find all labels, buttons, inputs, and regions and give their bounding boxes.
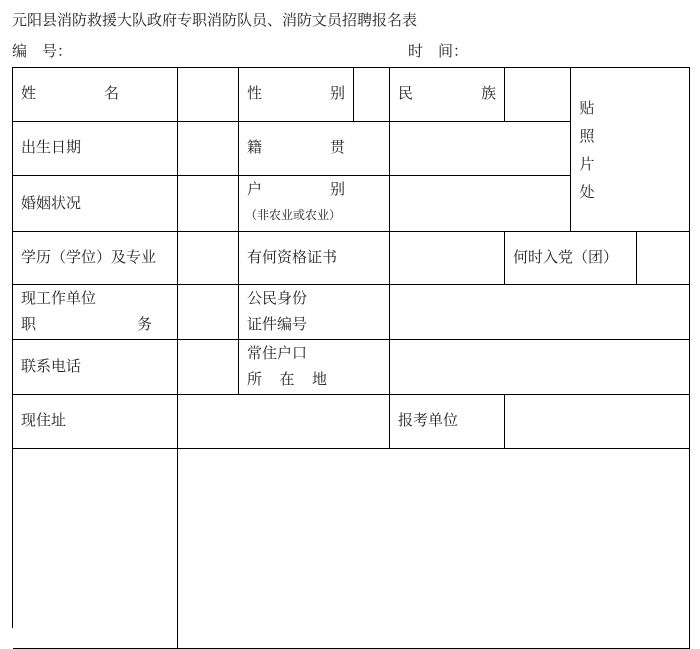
ethnicity-label-char: 族: [480, 84, 496, 102]
address-label-cell: [13, 395, 178, 449]
residence-input-cell[interactable]: [390, 340, 690, 395]
time-label: 时 间：: [408, 42, 469, 60]
work-unit-label-cell: [13, 285, 178, 340]
position-label-char: 务: [136, 315, 152, 333]
ethnicity-label-cell: [390, 68, 505, 122]
phone-input-cell[interactable]: [178, 340, 239, 395]
party-label-cell: [505, 232, 637, 285]
address-input-cell[interactable]: [178, 395, 390, 449]
education-input-cell[interactable]: [178, 232, 239, 285]
hukou-label-char: 别: [329, 180, 345, 198]
native-place-label-cell: [239, 122, 390, 176]
residence-label-cell: [239, 340, 390, 395]
gender-label: [247, 82, 345, 104]
resume-input-cell[interactable]: [178, 449, 690, 649]
residence-label-char: 地: [311, 370, 327, 388]
ethnicity-input-cell[interactable]: [505, 68, 571, 122]
ethnicity-label-char: 民: [398, 84, 414, 102]
residence-label-line2: [247, 368, 327, 390]
residence-label-char: 在: [279, 370, 295, 388]
position-label: [21, 313, 152, 335]
photo-cell[interactable]: [571, 68, 690, 232]
hukou-label-char: 户: [247, 180, 263, 198]
ethnicity-label: [398, 82, 496, 104]
apply-unit-input-cell[interactable]: [505, 395, 690, 449]
registration-form-table: [12, 67, 690, 628]
id-input-cell[interactable]: [390, 285, 690, 340]
form-title: 元阳县消防救援大队政府专职消防队员、消防文员招聘报名表: [12, 11, 418, 29]
native-place-label: [247, 136, 345, 158]
birth-label: 出生日期: [21, 138, 82, 156]
residence-label-char: 所: [247, 370, 263, 388]
photo-label-char: 片: [579, 155, 595, 173]
native-place-label-char: 籍: [247, 138, 263, 156]
id-label-line2: 证件编号: [247, 315, 308, 333]
id-label-line1: 公民身份: [247, 289, 308, 307]
gender-label-char: 性: [247, 84, 263, 102]
gender-label-cell: [239, 68, 354, 122]
photo-label: [577, 94, 597, 206]
work-unit-label: 现工作单位: [21, 289, 97, 307]
certificate-input-cell[interactable]: [390, 232, 505, 285]
name-input-cell[interactable]: [178, 68, 239, 122]
apply-unit-label: 报考单位: [398, 411, 459, 429]
photo-label-char: 照: [579, 127, 595, 145]
gender-label-char: 别: [329, 84, 345, 102]
hukou-label-cell: [239, 176, 390, 232]
phone-label-cell: [13, 340, 178, 395]
number-label: 编 号：: [12, 42, 73, 60]
gender-input-cell[interactable]: [354, 68, 390, 122]
name-label-cell: [13, 68, 178, 122]
marital-label-cell: [13, 176, 178, 232]
hukou-input-cell[interactable]: [390, 176, 571, 232]
resume-label-cell: [13, 449, 178, 649]
native-place-input-cell[interactable]: [390, 122, 571, 176]
birth-input-cell[interactable]: [178, 122, 239, 176]
hukou-label: [247, 178, 345, 200]
photo-label-char: 贴: [579, 99, 595, 117]
id-label-cell: [239, 285, 390, 340]
name-label-char: 名: [103, 84, 119, 102]
birth-label-cell: [13, 122, 178, 176]
certificate-label: 有何资格证书: [247, 248, 338, 266]
native-place-label-char: 贯: [329, 138, 345, 156]
party-input-cell[interactable]: [637, 232, 690, 285]
marital-label: 婚姻状况: [21, 194, 82, 212]
education-label: 学历（学位）及专业: [21, 248, 157, 266]
education-label-cell: [13, 232, 178, 285]
certificate-label-cell: [239, 232, 390, 285]
marital-input-cell[interactable]: [178, 176, 239, 232]
phone-label: 联系电话: [21, 357, 82, 375]
name-label-char: 姓: [21, 84, 37, 102]
apply-unit-label-cell: [390, 395, 505, 449]
residence-label-line1: 常住户口: [247, 344, 308, 362]
work-unit-input-cell[interactable]: [178, 285, 239, 340]
hukou-note: （非农业或农业）: [245, 208, 342, 222]
address-label: 现住址: [21, 411, 67, 429]
position-label-char: 职: [21, 315, 37, 333]
party-label: 何时入党（团）: [513, 248, 619, 266]
name-label: [21, 82, 119, 104]
photo-label-char: 处: [579, 183, 595, 201]
